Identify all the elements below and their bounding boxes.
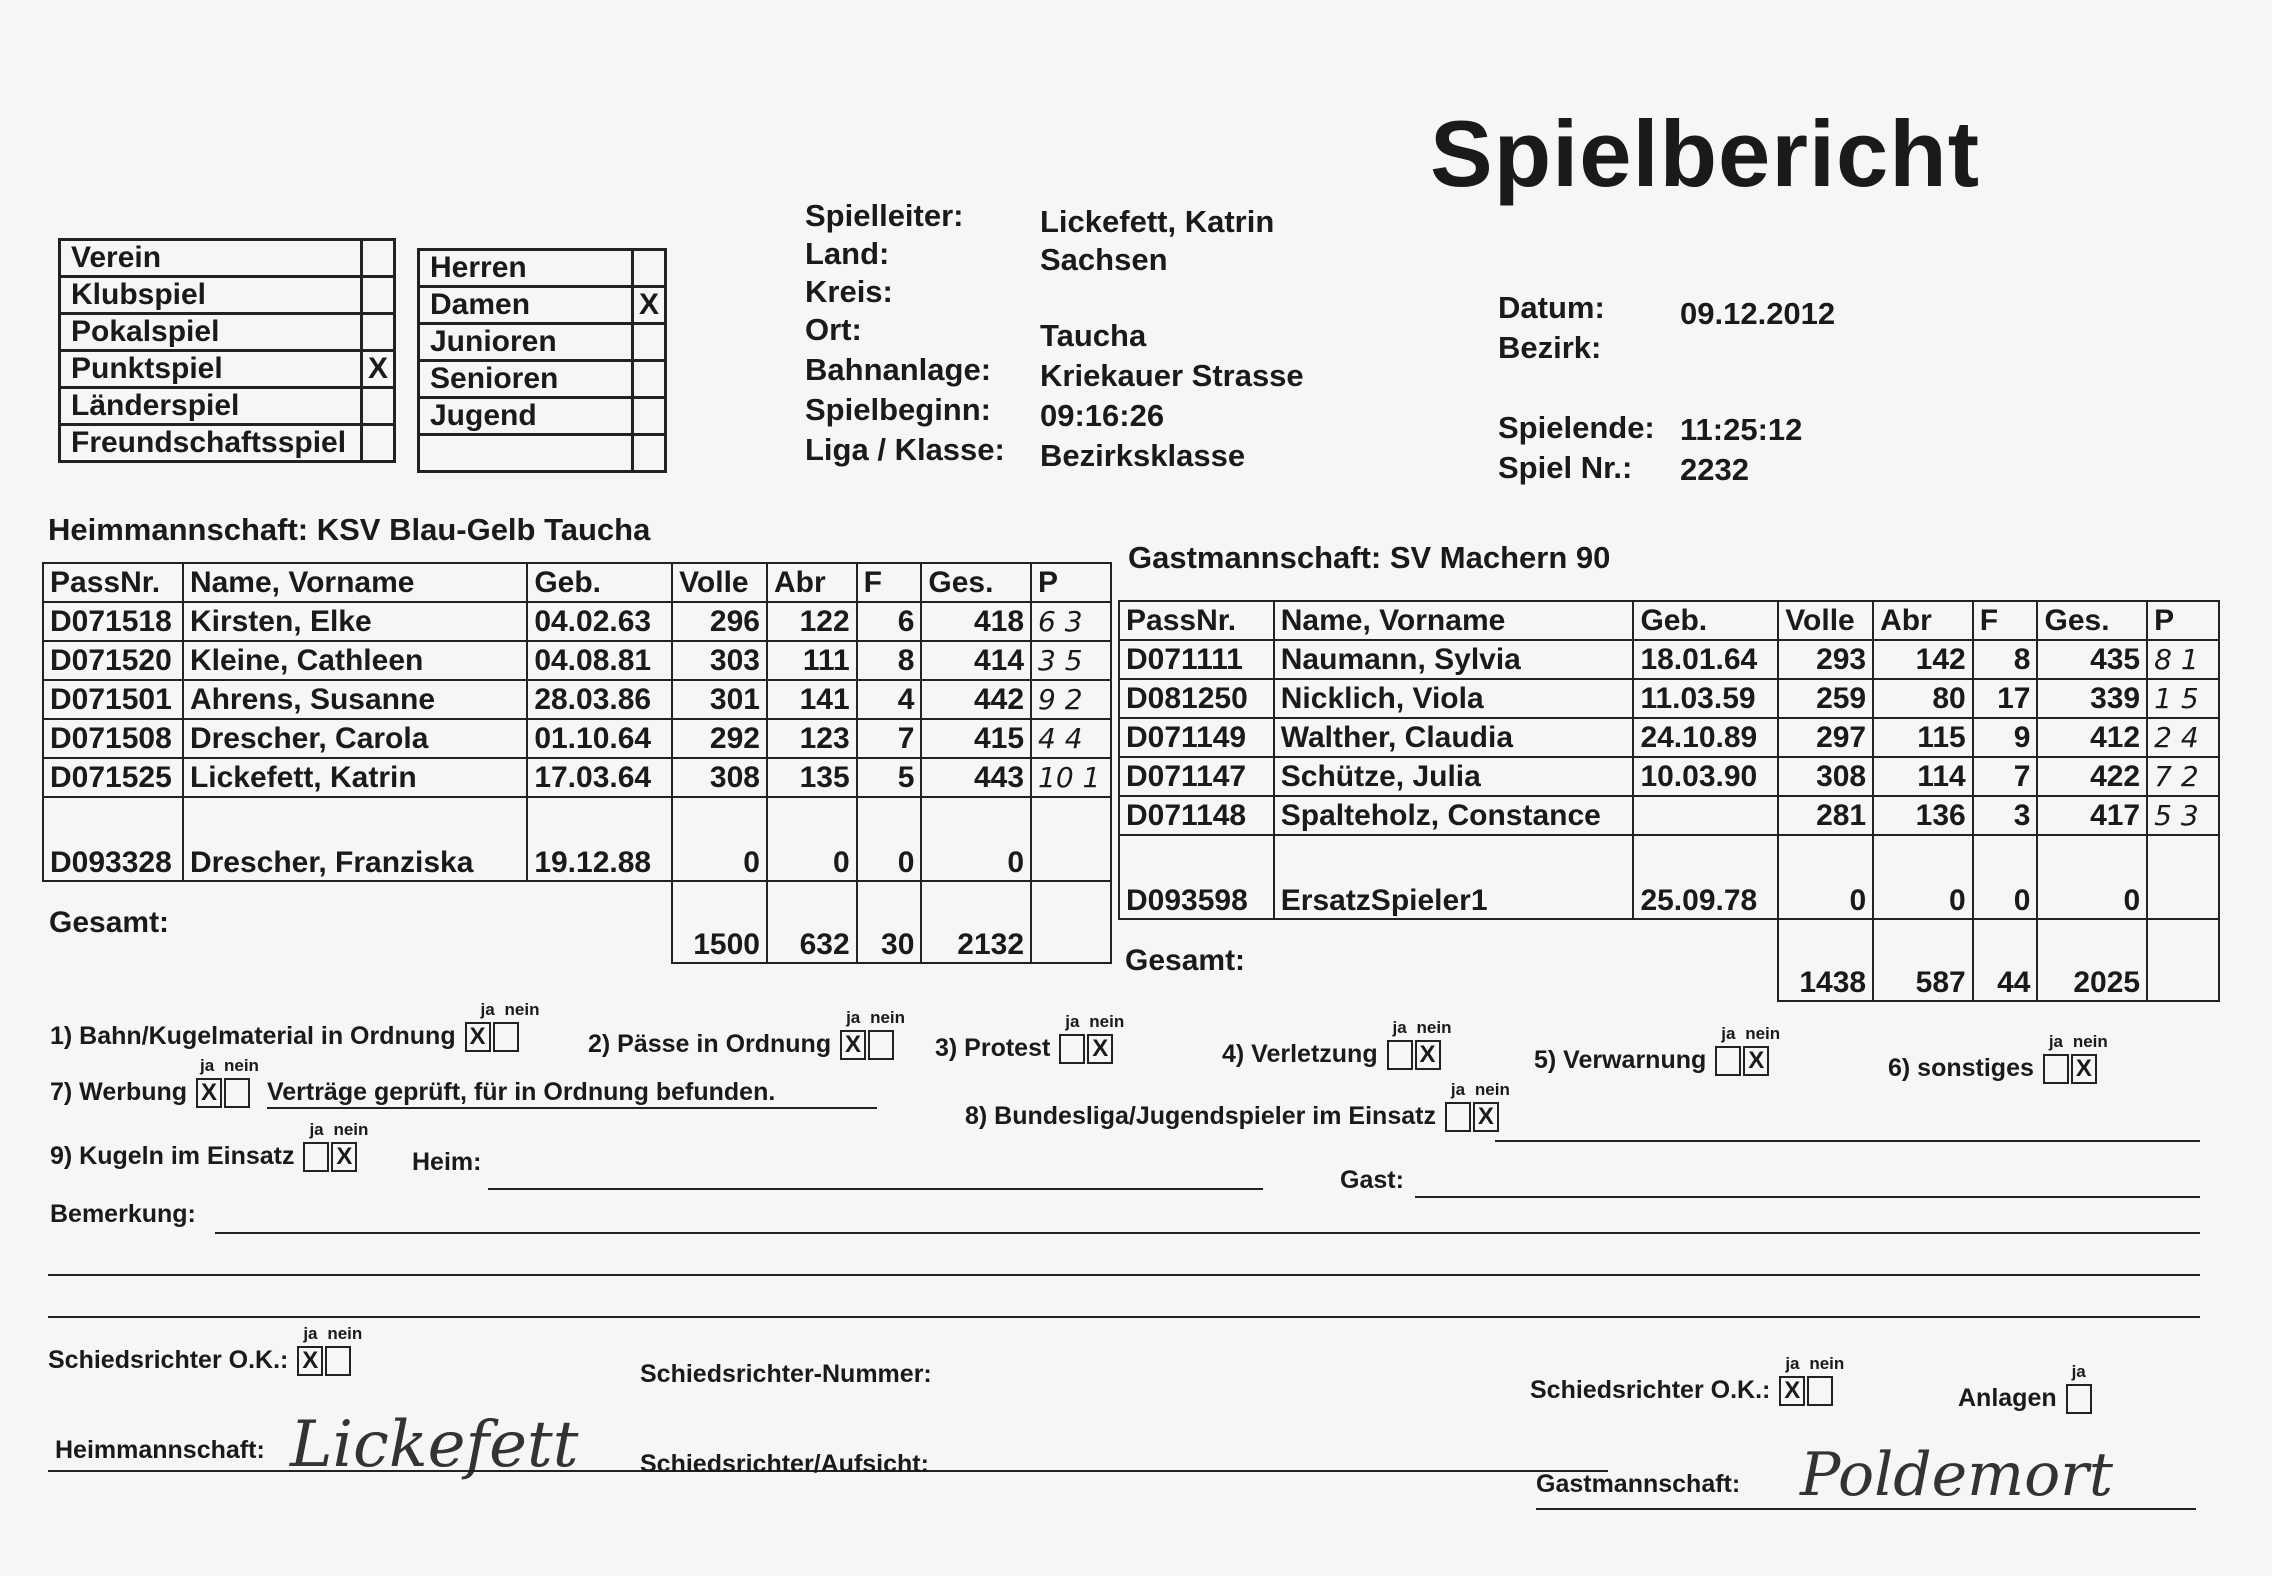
yes-checkbox[interactable] — [1445, 1102, 1471, 1132]
match-type-box — [58, 238, 396, 463]
no-checkbox[interactable] — [1807, 1376, 1833, 1406]
question-7-label: 7) Werbung — [50, 1078, 188, 1106]
question-2 — [588, 1008, 906, 1060]
guest-signature: Poldemort — [1800, 1440, 2113, 1510]
cell-volle: 0 — [1778, 835, 1873, 919]
yes-label: ja — [846, 1008, 861, 1027]
cell-f: 8 — [857, 641, 922, 680]
question-8 — [965, 1080, 1510, 1132]
total-ges: 2132 — [921, 881, 1031, 963]
col-p: P — [1031, 563, 1111, 602]
balls-home-line[interactable] — [488, 1188, 1263, 1190]
class-check[interactable] — [633, 250, 666, 287]
cell-volle: 301 — [672, 680, 767, 719]
line-q8 — [1495, 1140, 2200, 1142]
cell-pass: D093328 — [43, 797, 183, 881]
table-row-substitute — [1119, 835, 2219, 919]
end-label: Spielende: — [1498, 410, 1655, 445]
league-value: Bezirksklasse — [1040, 438, 1246, 473]
cell-f: 7 — [1973, 757, 2038, 796]
district-label: Kreis: — [805, 274, 893, 309]
total-f: 30 — [857, 881, 922, 963]
cell-p: 9 2 — [1031, 680, 1111, 719]
cell-volle: 296 — [672, 602, 767, 641]
cell-ges: 0 — [2037, 835, 2147, 919]
match-type-label: Länderspiel — [60, 388, 362, 425]
cell-ges: 435 — [2037, 640, 2147, 679]
question-6 — [1888, 1032, 2108, 1084]
home-signature: Lickefett — [290, 1408, 579, 1482]
cell-name: Naumann, Sylvia — [1274, 640, 1634, 679]
cell-p: 10 1 — [1031, 758, 1111, 797]
no-checkbox[interactable]: X — [1415, 1040, 1441, 1070]
no-checkbox[interactable] — [325, 1346, 351, 1376]
cell-pass: D071518 — [43, 602, 183, 641]
referee-ok-right — [1530, 1354, 1845, 1406]
start-value: 09:16:26 — [1040, 398, 1165, 433]
guest-team-title: Gastmannschaft: SV Machern 90 — [1128, 540, 1611, 575]
total-label: Gesamt: — [1119, 919, 1778, 1001]
question-4-label: 4) Verletzung — [1222, 1040, 1378, 1068]
total-volle: 1438 — [1778, 919, 1873, 1001]
cell-abr: 136 — [1873, 796, 1973, 835]
question-7 — [50, 1056, 877, 1109]
question-1 — [50, 1000, 540, 1052]
table-row — [1119, 718, 2219, 757]
col-ges: Ges. — [921, 563, 1031, 602]
cell-f: 3 — [1973, 796, 2038, 835]
table-row — [43, 641, 1111, 680]
no-label: nein — [224, 1056, 259, 1075]
referee-ok-left — [48, 1324, 363, 1376]
cell-volle: 308 — [672, 758, 767, 797]
guest-signature-label: Gastmannschaft: — [1536, 1470, 1741, 1498]
cell-p: 3 5 — [1031, 641, 1111, 680]
cell-ges: 339 — [2037, 679, 2147, 718]
cell-name: ErsatzSpieler1 — [1274, 835, 1634, 919]
table-total-row — [1119, 919, 2219, 1001]
cell-pass: D071520 — [43, 641, 183, 680]
table-row — [1119, 679, 2219, 718]
total-p — [2147, 919, 2219, 1001]
cell-geb: 17.03.64 — [527, 758, 672, 797]
class-check[interactable] — [633, 361, 666, 398]
cell-f: 5 — [857, 758, 922, 797]
cell-volle: 308 — [1778, 757, 1873, 796]
col-name: Name, Vorname — [1274, 601, 1634, 640]
remarks-line[interactable] — [48, 1316, 2200, 1318]
no-checkbox[interactable]: X — [1743, 1046, 1769, 1076]
cell-abr: 115 — [1873, 718, 1973, 757]
guest-table — [1118, 600, 2220, 1002]
cell-pass: D071148 — [1119, 796, 1274, 835]
col-volle: Volle — [672, 563, 767, 602]
question-4 — [1222, 1018, 1452, 1070]
remarks-line[interactable] — [48, 1274, 2200, 1276]
cell-ges: 412 — [2037, 718, 2147, 757]
cell-geb: 04.02.63 — [527, 602, 672, 641]
match-type-label: Freundschaftsspiel — [60, 425, 362, 462]
no-checkbox[interactable] — [493, 1022, 519, 1052]
guest-signature-line — [1536, 1508, 2196, 1510]
cell-abr: 141 — [767, 680, 857, 719]
cell-abr: 0 — [767, 797, 857, 881]
table-row — [1119, 640, 2219, 679]
total-label: Gesamt: — [43, 881, 672, 963]
cell-ges: 418 — [921, 602, 1031, 641]
yes-checkbox[interactable] — [303, 1142, 329, 1172]
question-1-label: 1) Bahn/Kugelmaterial in Ordnung — [50, 1022, 456, 1050]
cell-volle: 281 — [1778, 796, 1873, 835]
home-table — [42, 562, 1112, 964]
cell-f: 0 — [857, 797, 922, 881]
cell-p: 4 4 — [1031, 719, 1111, 758]
yes-label: ja — [1450, 1080, 1466, 1099]
cell-name: Lickefett, Katrin — [183, 758, 527, 797]
table-header-row — [43, 563, 1111, 602]
match-type-check[interactable] — [362, 277, 395, 314]
col-geb: Geb. — [1633, 601, 1778, 640]
table-row — [43, 719, 1111, 758]
cell-p: 7 2 — [2147, 757, 2219, 796]
cell-abr: 142 — [1873, 640, 1973, 679]
cell-name: Kleine, Cathleen — [183, 641, 527, 680]
cell-volle: 297 — [1778, 718, 1873, 757]
balls-home-label: Heim: — [412, 1148, 482, 1176]
cell-geb: 19.12.88 — [527, 797, 672, 881]
col-geb: Geb. — [527, 563, 672, 602]
col-pass: PassNr. — [1119, 601, 1274, 640]
class-box — [417, 248, 667, 473]
cell-f: 8 — [1973, 640, 2038, 679]
col-name: Name, Vorname — [183, 563, 527, 602]
no-checkbox[interactable]: X — [2071, 1054, 2097, 1084]
question-5-label: 5) Verwarnung — [1534, 1046, 1707, 1074]
table-row — [43, 680, 1111, 719]
remarks-label: Bemerkung: — [50, 1200, 196, 1228]
no-label: nein — [1809, 1354, 1845, 1373]
yes-checkbox[interactable] — [1715, 1046, 1741, 1076]
yes-checkbox[interactable] — [1387, 1040, 1413, 1070]
cell-volle: 259 — [1778, 679, 1873, 718]
total-p — [1031, 881, 1111, 963]
cell-name: Drescher, Carola — [183, 719, 527, 758]
no-checkbox[interactable]: X — [331, 1142, 357, 1172]
cell-abr: 80 — [1873, 679, 1973, 718]
cell-abr: 0 — [1873, 835, 1973, 919]
cell-pass: D071525 — [43, 758, 183, 797]
question-2-label: 2) Pässe in Ordnung — [588, 1030, 832, 1058]
match-type-label: Punktspiel — [60, 351, 362, 388]
cell-geb: 18.01.64 — [1633, 640, 1778, 679]
match-type-label: Pokalspiel — [60, 314, 362, 351]
cell-abr: 111 — [767, 641, 857, 680]
class-check[interactable] — [633, 435, 666, 472]
cell-volle: 293 — [1778, 640, 1873, 679]
no-label: nein — [2072, 1032, 2108, 1051]
yes-label: ja — [303, 1324, 318, 1343]
table-row — [1119, 757, 2219, 796]
cell-f: 9 — [1973, 718, 2038, 757]
class-label: Jugend — [419, 398, 633, 435]
cell-abr: 135 — [767, 758, 857, 797]
attachments-checkbox[interactable] — [2066, 1384, 2092, 1414]
class-label: Senioren — [419, 361, 633, 398]
place-label: Ort: — [805, 312, 862, 347]
match-type-label: Verein — [60, 240, 362, 277]
cell-geb: 10.03.90 — [1633, 757, 1778, 796]
yes-checkbox[interactable]: X — [840, 1030, 866, 1060]
attachments — [1958, 1362, 2092, 1414]
cell-abr: 123 — [767, 719, 857, 758]
place-value: Taucha — [1040, 318, 1147, 353]
yes-checkbox[interactable] — [2043, 1054, 2069, 1084]
total-ges: 2025 — [2037, 919, 2147, 1001]
match-type-check[interactable]: X — [362, 351, 395, 388]
cell-abr: 122 — [767, 602, 857, 641]
col-abr: Abr — [1873, 601, 1973, 640]
cell-f: 6 — [857, 602, 922, 641]
cell-name: Walther, Claudia — [1274, 718, 1634, 757]
start-label: Spielbeginn: — [805, 392, 991, 427]
date-label: Datum: — [1498, 290, 1605, 325]
no-checkbox[interactable] — [868, 1030, 894, 1060]
no-label: nein — [504, 1000, 540, 1019]
table-total-row — [43, 881, 1111, 963]
cell-ges: 442 — [921, 680, 1031, 719]
no-checkbox[interactable]: X — [1473, 1102, 1499, 1132]
yes-label: ja — [1392, 1018, 1407, 1037]
cell-p: 6 3 — [1031, 602, 1111, 641]
question-8-label: 8) Bundesliga/Jugendspieler im Einsatz — [965, 1102, 1436, 1130]
question-3 — [935, 1012, 1125, 1064]
referee-ok-label: Schiedsrichter O.K.: — [1530, 1376, 1771, 1404]
cell-ges: 417 — [2037, 796, 2147, 835]
yes-label: ja — [200, 1056, 215, 1075]
cell-pass: D071149 — [1119, 718, 1274, 757]
cell-ges: 0 — [921, 797, 1031, 881]
question-3-label: 3) Protest — [935, 1034, 1051, 1062]
class-check[interactable] — [633, 324, 666, 361]
cell-geb: 01.10.64 — [527, 719, 672, 758]
yes-label: ja — [2071, 1362, 2086, 1381]
no-label: nein — [1474, 1080, 1510, 1099]
no-checkbox[interactable] — [224, 1078, 250, 1108]
cell-p — [1031, 797, 1111, 881]
cell-pass: D071508 — [43, 719, 183, 758]
total-abr: 587 — [1873, 919, 1973, 1001]
class-label: Herren — [419, 250, 633, 287]
cell-pass: D093598 — [1119, 835, 1274, 919]
balls-guest-label: Gast: — [1340, 1166, 1404, 1194]
question-5 — [1534, 1024, 1781, 1076]
cell-pass: D081250 — [1119, 679, 1274, 718]
cell-pass: D071147 — [1119, 757, 1274, 796]
yes-label: ja — [2048, 1032, 2064, 1051]
cell-name: Drescher, Franziska — [183, 797, 527, 881]
question-9 — [50, 1120, 369, 1172]
yes-label: ja — [480, 1000, 495, 1019]
table-row — [43, 758, 1111, 797]
total-abr: 632 — [767, 881, 857, 963]
cell-f: 0 — [1973, 835, 2038, 919]
yes-checkbox[interactable]: X — [1779, 1376, 1805, 1406]
cell-ges: 414 — [921, 641, 1031, 680]
country-value: Sachsen — [1040, 242, 1168, 277]
col-ges: Ges. — [2037, 601, 2147, 640]
cell-name: Ahrens, Susanne — [183, 680, 527, 719]
lane-label: Bahnanlage: — [805, 352, 992, 387]
cell-geb: 24.10.89 — [1633, 718, 1778, 757]
cell-f: 17 — [1973, 679, 2038, 718]
yes-label: ja — [309, 1120, 324, 1139]
lane-value: Kriekauer Strasse — [1040, 358, 1304, 393]
match-nr-value: 2232 — [1680, 452, 1749, 487]
table-header-row — [1119, 601, 2219, 640]
class-check[interactable] — [633, 398, 666, 435]
cell-f: 4 — [857, 680, 922, 719]
match-type-check[interactable] — [362, 240, 395, 277]
date-value: 09.12.2012 — [1680, 296, 1836, 331]
cell-name: Kirsten, Elke — [183, 602, 527, 641]
supervisor-label: Schiedsrichter/Aufsicht: — [640, 1450, 929, 1478]
cell-name: Schütze, Julia — [1274, 757, 1634, 796]
home-team-title: Heimmannschaft: KSV Blau-Gelb Taucha — [48, 512, 651, 547]
cell-abr: 114 — [1873, 757, 1973, 796]
balls-guest-line[interactable] — [1415, 1196, 2200, 1198]
total-f: 44 — [1973, 919, 2038, 1001]
cell-f: 7 — [857, 719, 922, 758]
col-abr: Abr — [767, 563, 857, 602]
class-label — [419, 435, 633, 472]
cell-geb: 25.09.78 — [1633, 835, 1778, 919]
col-pass: PassNr. — [43, 563, 183, 602]
cell-p: 1 5 — [2147, 679, 2219, 718]
cell-pass: D071111 — [1119, 640, 1274, 679]
match-type-check[interactable] — [362, 388, 395, 425]
table-row — [43, 602, 1111, 641]
cell-volle: 292 — [672, 719, 767, 758]
yes-checkbox[interactable]: X — [196, 1078, 222, 1108]
cell-p: 5 3 — [2147, 796, 2219, 835]
col-f: F — [1973, 601, 2038, 640]
referee-number-label: Schiedsrichter-Nummer: — [640, 1360, 932, 1388]
yes-checkbox[interactable] — [1059, 1034, 1085, 1064]
cell-volle: 0 — [672, 797, 767, 881]
class-check[interactable]: X — [633, 287, 666, 324]
col-volle: Volle — [1778, 601, 1873, 640]
cell-p: 8 1 — [2147, 640, 2219, 679]
country-label: Land: — [805, 236, 890, 271]
cell-geb — [1633, 796, 1778, 835]
match-type-check[interactable] — [362, 425, 395, 462]
cell-p — [2147, 835, 2219, 919]
no-label: nein — [1745, 1024, 1781, 1043]
table-row-substitute — [43, 797, 1111, 881]
no-label: nein — [1089, 1012, 1125, 1031]
yes-label: ja — [1065, 1012, 1080, 1031]
no-label: nein — [1416, 1018, 1452, 1037]
match-type-label: Klubspiel — [60, 277, 362, 314]
document-title: Spielbericht — [1430, 101, 1981, 206]
class-label: Damen — [419, 287, 633, 324]
cell-name: Spalteholz, Constance — [1274, 796, 1634, 835]
table-row — [1119, 796, 2219, 835]
attachments-label: Anlagen — [1958, 1384, 2057, 1412]
no-label: nein — [327, 1324, 363, 1343]
question-6-label: 6) sonstiges — [1888, 1054, 2034, 1082]
league-label: Liga / Klasse: — [805, 432, 1005, 467]
yes-label: ja — [1785, 1354, 1800, 1373]
remarks-line[interactable] — [215, 1232, 2200, 1234]
referee-value: Lickefett, Katrin — [1040, 204, 1275, 239]
cell-pass: D071501 — [43, 680, 183, 719]
cell-ges: 415 — [921, 719, 1031, 758]
cell-p: 2 4 — [2147, 718, 2219, 757]
home-signature-label: Heimmannschaft: — [55, 1436, 265, 1464]
cell-volle: 303 — [672, 641, 767, 680]
cell-name: Nicklich, Viola — [1274, 679, 1634, 718]
cell-ges: 443 — [921, 758, 1031, 797]
no-label: nein — [870, 1008, 906, 1027]
yes-checkbox[interactable]: X — [465, 1022, 491, 1052]
end-value: 11:25:12 — [1680, 412, 1803, 447]
cell-geb: 11.03.59 — [1633, 679, 1778, 718]
referee-ok-label: Schiedsrichter O.K.: — [48, 1346, 289, 1374]
match-nr-label: Spiel Nr.: — [1498, 450, 1633, 485]
col-p: P — [2147, 601, 2219, 640]
no-checkbox[interactable]: X — [1087, 1034, 1113, 1064]
total-volle: 1500 — [672, 881, 767, 963]
referee-label: Spielleiter: — [805, 198, 964, 233]
cell-geb: 04.08.81 — [527, 641, 672, 680]
question-9-label: 9) Kugeln im Einsatz — [50, 1142, 295, 1170]
col-f: F — [857, 563, 922, 602]
yes-label: ja — [1721, 1024, 1736, 1043]
cell-ges: 422 — [2037, 757, 2147, 796]
class-label: Junioren — [419, 324, 633, 361]
advertising-note: Verträge geprüft, für in Ordnung befunden. — [267, 1078, 877, 1109]
cell-geb: 28.03.86 — [527, 680, 672, 719]
match-type-check[interactable] — [362, 314, 395, 351]
yes-checkbox[interactable]: X — [297, 1346, 323, 1376]
region-label: Bezirk: — [1498, 330, 1602, 365]
no-label: nein — [333, 1120, 369, 1139]
